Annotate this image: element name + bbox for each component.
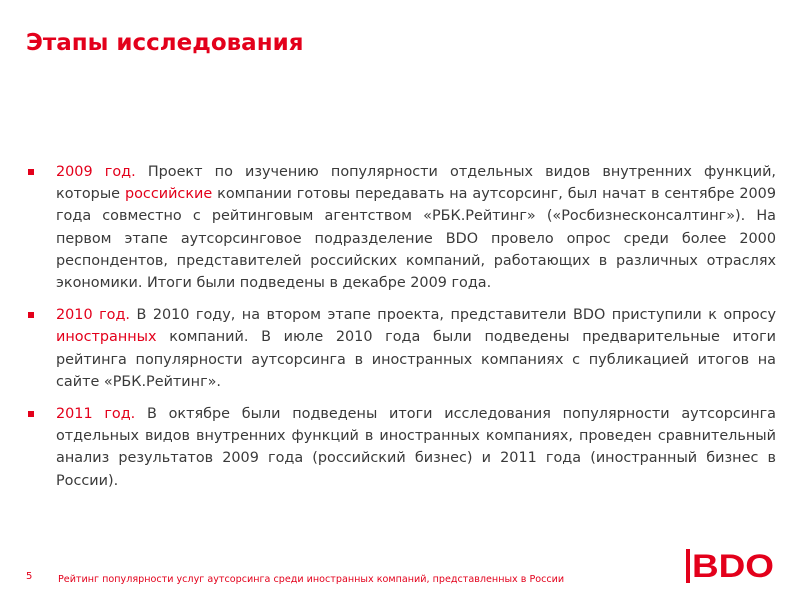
list-item-2009 [28,161,776,294]
item-text: компании готовы передавать на аутсорсинг, был начат в сентябре 2009 года совместно с рейтинговым агентством «РБК.Рейтинг» («Росбизнесконсалтинг»). На первом этапе аутсорсинговое подразделение BDO провело опрос среди более 2000 респондентов, представителей российских компаний, работающих в различных отраслях экономики. Итоги были подведены в декабре 2009 года. [56,186,776,292]
item-text: Проект по изучению популярности отдельных видов внутренних функций, которые [56,164,776,203]
bullet-icon [28,411,34,417]
footer-text: Рейтинг популярности услуг аутсорсинга среди иностранных компаний, представленных в России [58,574,565,585]
research-stages-list [28,161,776,502]
logo-text: BDO [692,549,774,583]
year-label: 2010 год. [56,307,130,324]
bullet-icon [28,312,34,318]
highlight-text: иностранных [56,329,157,346]
page-title: Этапы исследования [26,30,304,56]
item-text: В 2010 году, на втором этапе проекта, представители BDO приступили к опросу [130,307,776,324]
item-text: В октябре были подведены итоги исследования популярности аутсорсинга отдельных видов внутренних функций в иностранных компаниях, проведен сравнительный анализ результатов 2009 года (российский бизнес) и 2011 года (иностранный бизнес в России). [56,406,776,489]
bdo-logo [686,549,776,583]
list-item-2011 [28,403,776,492]
year-label: 2011 год. [56,406,136,423]
item-text: компаний. В июле 2010 года были подведены предварительные итоги рейтинга популярности аутсорсинга в иностранных компаниях с публикацией итогов на сайте «РБК.Рейтинг». [56,329,776,390]
bullet-icon [28,169,34,175]
highlight-text: российские [124,186,213,203]
list-item-2010 [28,304,776,393]
year-label: 2009 год. [56,164,136,180]
page-number: 5 [26,571,33,582]
